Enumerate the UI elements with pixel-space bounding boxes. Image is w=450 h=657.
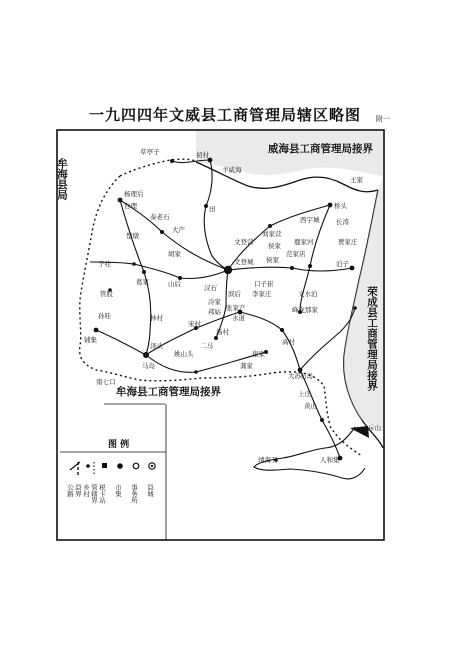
legend-label: 公路 [66,484,74,497]
place-label: 文登城 [234,258,254,266]
place-label: 羊威海 [222,166,242,174]
place-label: 汉石 [204,284,217,292]
place-label: 马岛 [142,362,155,370]
place-label: 人和集 [320,456,340,464]
place-label: 孙哇 [98,312,111,320]
place-label: 崖家 [252,350,265,358]
place-label: 贾家庄 [338,238,358,246]
place-label: 田 [209,205,216,213]
legend-label: 事务所 [130,484,138,504]
legend-label: 县城 [146,484,154,497]
legend-label: 乡村 [82,484,90,497]
legend-symbol-checkpoint [102,463,107,468]
place-label: 张家产 [226,304,246,312]
place-label: 杨理后 [124,190,144,198]
place-label: 草亭子 [140,148,160,156]
place-label: 桥头 [334,202,347,210]
place-label: 铺集 [84,336,97,344]
place-label: 山后 [168,280,181,288]
legend-title: 图 例 [108,440,130,450]
place-label: 水道 [232,314,245,322]
place-label: 鹿家河 [294,238,314,246]
place-label: 葛家 [136,278,149,286]
border-label-east: 荣成县工商管理局接界 [366,286,378,391]
place-label: 口子崔 [254,280,274,288]
place-label: 斥山 [368,424,381,432]
place-label: 靖海卫 [258,456,278,464]
legend [60,404,166,540]
place-label: 泊子 [336,260,349,268]
legend-label: 税卡站 [98,484,106,504]
border-label-northeast: 威海县工商管理局接界 [268,143,373,155]
place-label: 范家店 [286,250,306,258]
place-label: 文登营 [234,238,254,246]
place-label: 李家庄 [252,290,272,298]
place-label: 姚山头 [174,350,194,358]
place-label: 邦姑 [208,308,221,316]
legend-label: 市集 [114,484,122,497]
border-label-south: 牟海县工商管理局接界 [116,386,221,398]
place-label: 林村 [150,314,163,322]
place-label: 宋村 [188,320,201,328]
place-label: 汤村 [216,328,229,336]
place-label: 于哇 [98,260,111,268]
place-label: 侯家 [266,256,279,264]
place-label: 台理 [124,202,137,210]
place-label: 长涛 [336,218,349,226]
place-label: 高村 [282,338,295,346]
place-label: 上庄 [298,390,311,398]
legend-symbol-county-seat [149,463,155,469]
place-label: 西字城 [300,216,320,224]
place-label: 王家 [350,176,363,184]
island [350,426,369,438]
place-label: 文水泊 [298,290,318,298]
legend-label: 县界 [74,484,82,497]
place-label: 管股 [100,290,113,298]
place-label: 侯家 [268,242,281,250]
border-label-west: 牟海县局 [56,158,68,200]
place-label: 峰龙那家 [292,306,318,314]
place-label: 刘家营 [262,230,282,238]
legend-symbol-admin-office [133,463,139,469]
place-labels [84,147,381,464]
place-label: 二马 [200,342,213,350]
legend-symbol-market [117,463,123,469]
place-label: 石岛 [300,372,313,380]
legend-symbol-village [86,464,90,468]
place-label: 冷家 [208,298,221,306]
place-label: 胡家 [168,250,181,258]
page-number: 附一 [376,115,390,123]
place-label: 大产 [172,226,185,234]
place-label: 大苏 [288,372,301,380]
place-label: 楚墩 [126,232,139,240]
place-label: 南七口 [96,378,116,386]
map-title: 一九四四年文威县工商管理局辖区略图 [88,106,361,124]
place-label: 泽头 [150,342,163,350]
legend-label: 管辖界 [90,484,98,504]
place-label: 黄山 [304,402,317,410]
place-label: 龚家 [240,362,253,370]
place-label: 泰老石 [150,213,170,221]
place-label: 初村 [196,151,209,159]
place-label: 滨后 [228,290,241,298]
